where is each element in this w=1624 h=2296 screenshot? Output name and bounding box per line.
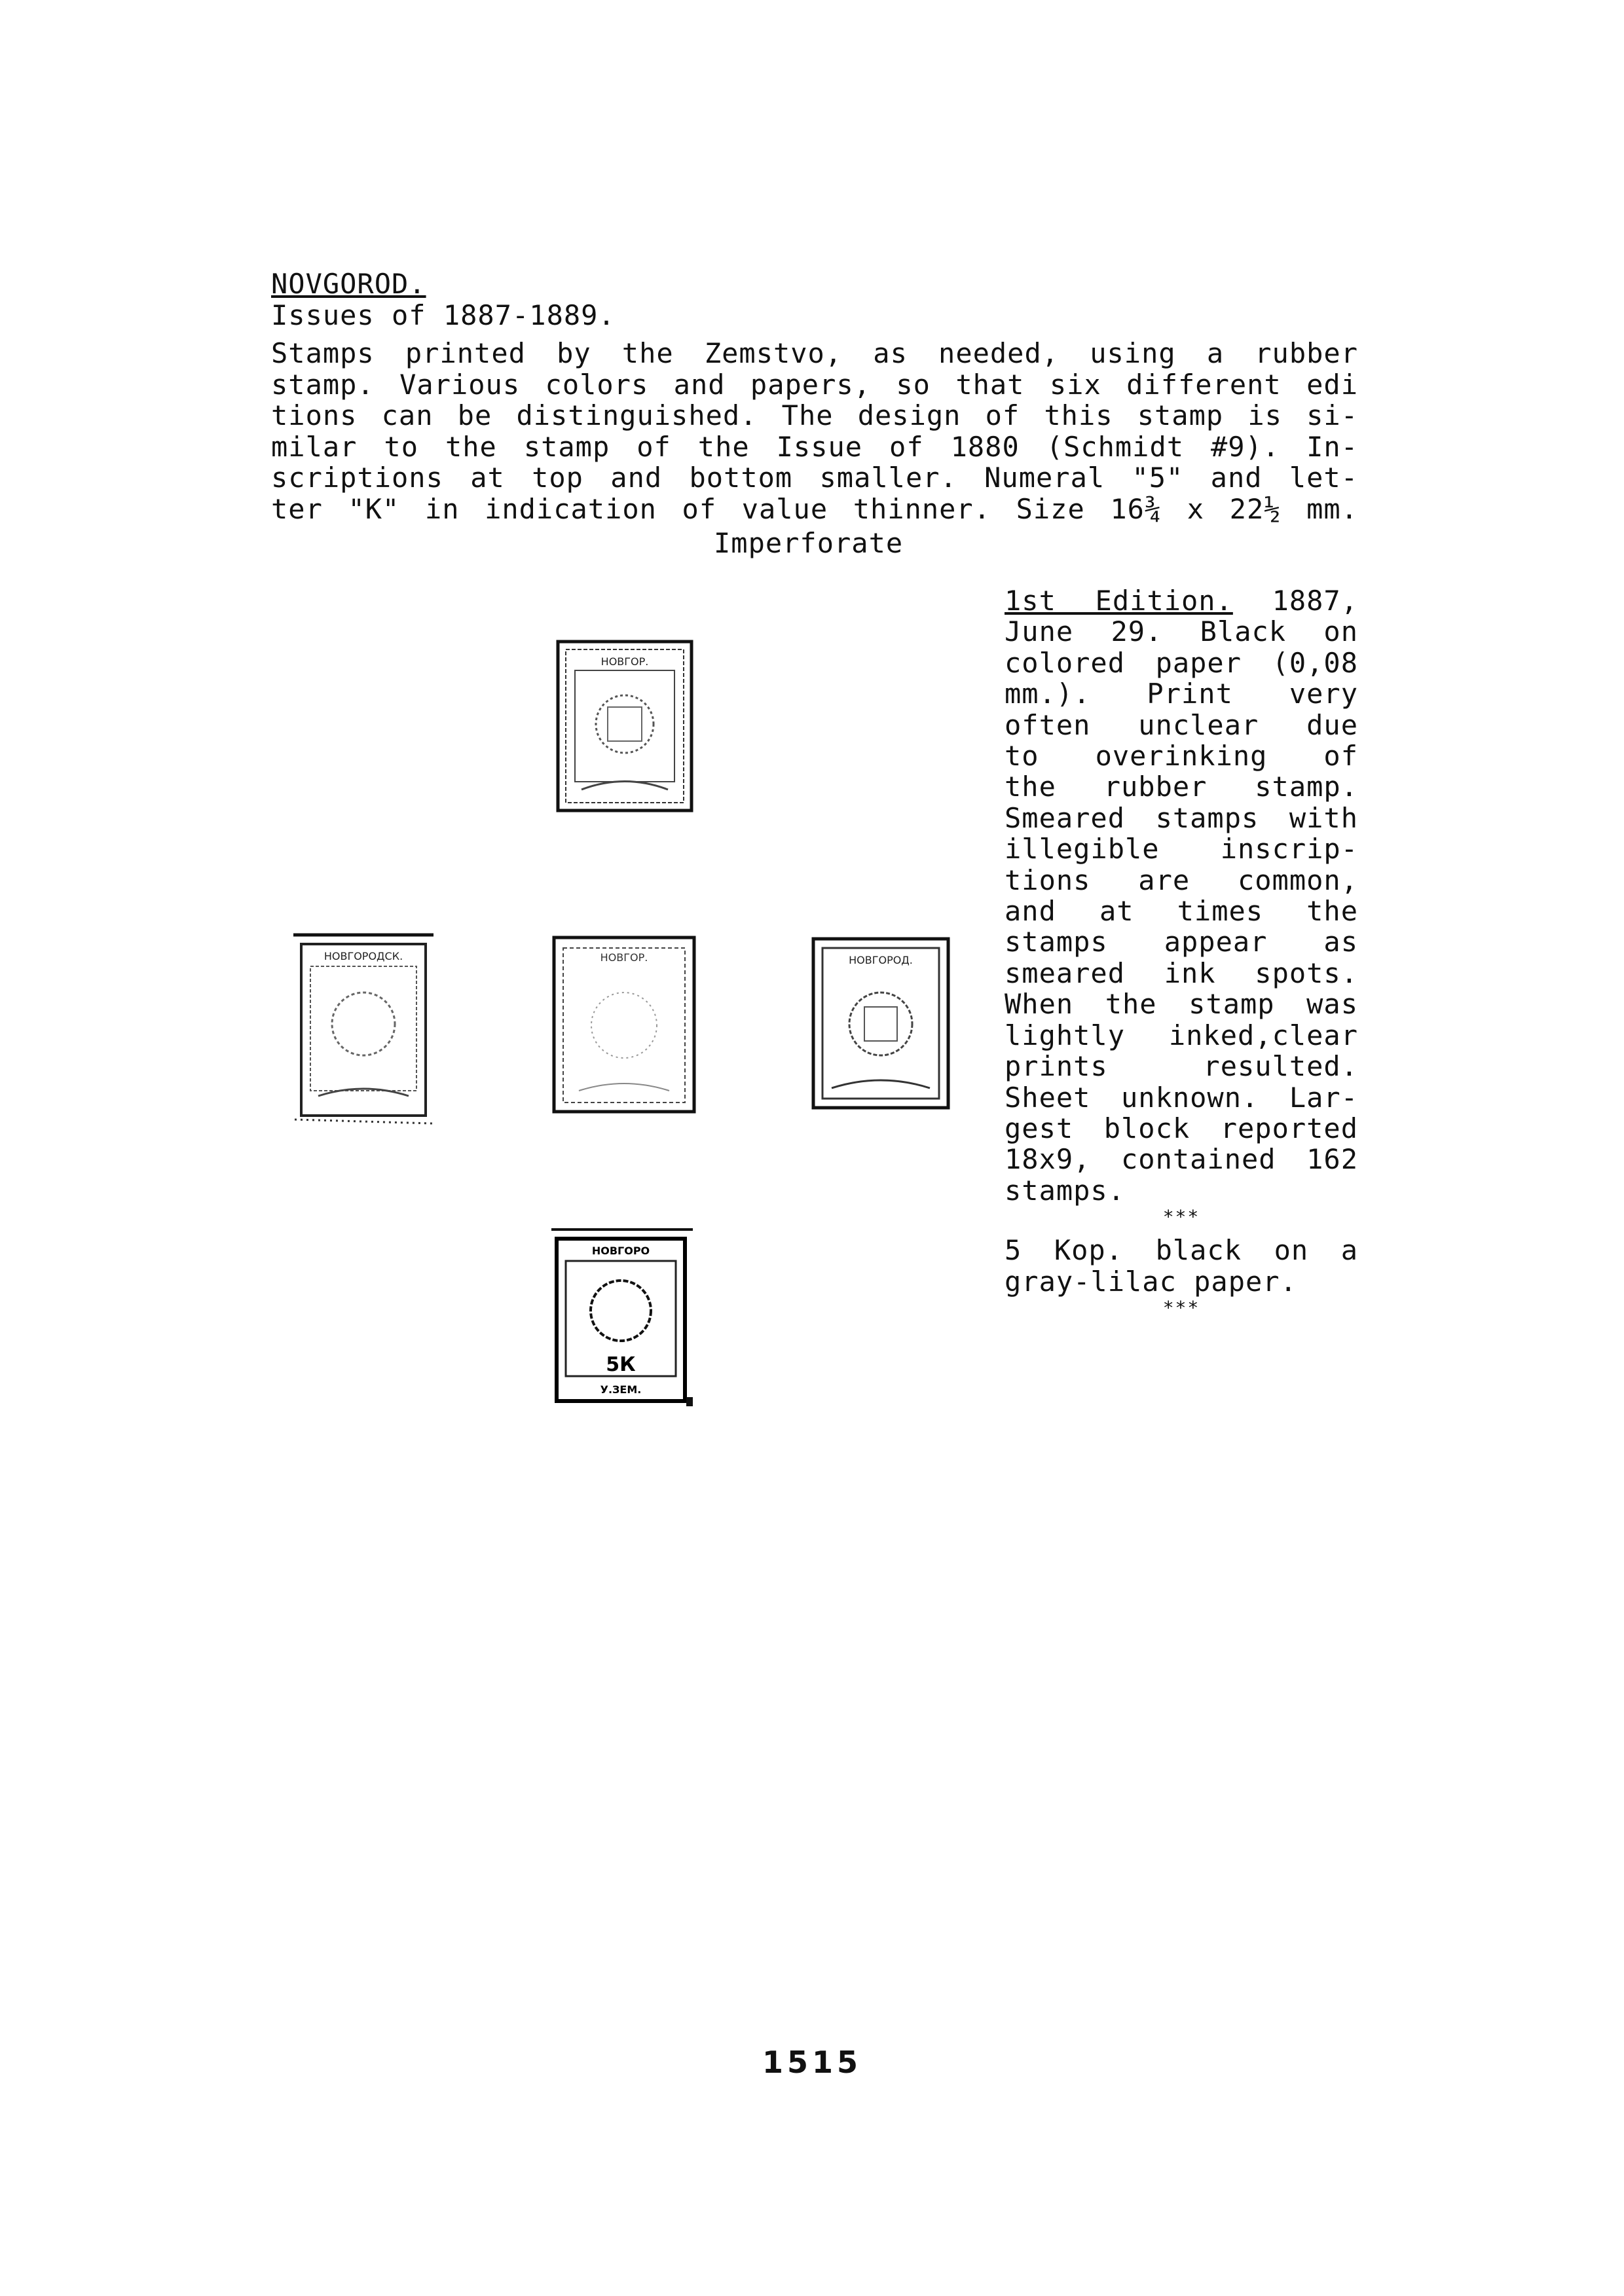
edition-line: colored paper (0,08 [1005,646,1358,679]
section-title: NOVGOROD. [271,268,426,300]
edition-line: often unclear due [1005,708,1358,741]
edition-line: Smeared stamps with [1005,801,1358,834]
intro-paragraph [271,338,1358,524]
edition-line: 18x9, contained 162 [1005,1143,1358,1176]
edition-first-line [1005,585,1358,616]
edition-line: tions are common, [1005,864,1358,896]
page-number: 1515 [762,2045,862,2080]
edition-line: and at times the [1005,895,1358,928]
stamp-bottom-lower-inscription: У.ЗЕМ. [600,1383,642,1396]
intro-line: scriptions at top and bottom smaller. Numeral "5" and let- [271,462,1358,494]
edition-line: to overinking of [1005,740,1358,773]
edition-line: stamps appear as [1005,926,1358,958]
stamp-top-inscription: НОВГОР. [600,655,649,668]
stamp-bottom-value: 5К [606,1353,636,1376]
stamp-left-inscription: НОВГОРОДСК. [323,950,403,962]
edition-line: June 29. Black on [1005,615,1358,648]
edition-line: stamps. [1005,1174,1126,1207]
intro-line: milar to the stamp of the Issue of 1880 (Schmidt #9). In- [271,430,1358,463]
edition-line: prints resulted. [1005,1050,1358,1083]
edition-line: Sheet unknown. Lar- [1005,1081,1358,1114]
variety-note [1005,1235,1358,1297]
edition-heading: 1st Edition. [1005,585,1233,617]
edition-line: illegible inscrip- [1005,833,1358,866]
intro-line: stamp. Various colors and papers, so that six different edi [271,368,1358,401]
intro-line: Stamps printed by the Zemstvo, as needed, using a rubber [271,337,1358,369]
stamp-image-right [809,934,952,1112]
separator-stars: *** [1162,1206,1200,1228]
stamp-image-left [292,932,435,1127]
stamp-middle-inscription: НОВГОР. [600,951,648,964]
note-line: 5 Kop. black on a [1005,1234,1358,1267]
edition-line: mm.). Print very [1005,678,1358,710]
edition-line: lightly inked,clear [1005,1019,1358,1051]
edition-line: When the stamp was [1005,988,1358,1021]
edition-year: 1887, [1272,585,1358,617]
intro-line: tions can be distinguished. The design of this stamp is si- [271,399,1358,431]
edition-line: gest block reported [1005,1112,1358,1144]
stamp-bottom-inscription: НОВГОРО [591,1245,650,1257]
stamp-image-top [555,639,694,813]
stamp-right-inscription: НОВГОРОД. [849,954,913,966]
imperforate-label: Imperforate [714,527,904,559]
intro-line: ter "K" in indication of value thinner. Size 16¾ x 22½ mm. [271,492,1358,525]
edition-line: the rubber stamp. [1005,771,1358,803]
stamp-image-middle [550,934,698,1116]
issue-subtitle: Issues of 1887-1889. [271,299,616,331]
edition-description [1005,585,1358,1319]
stamp-image-bottom [547,1226,697,1409]
edition-line: smeared ink spots. [1005,957,1358,989]
note-line: gray-lilac paper. [1005,1265,1297,1298]
separator-stars-end: *** [1162,1296,1200,1319]
